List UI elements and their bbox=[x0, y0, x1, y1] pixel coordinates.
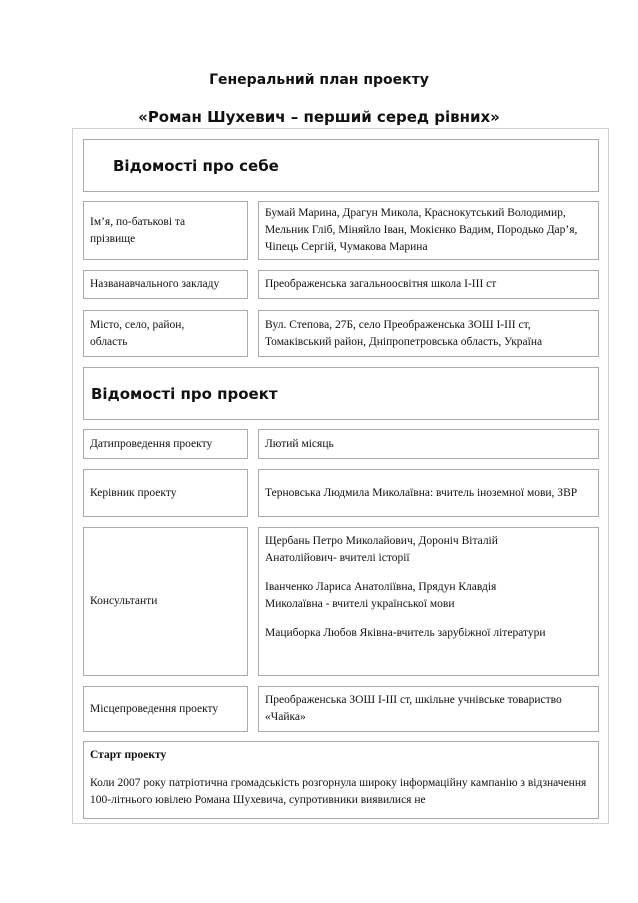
about-label-address: Місто, село, район, область bbox=[83, 310, 248, 357]
project-value-consultants bbox=[258, 527, 599, 676]
project-value-place: Преображенська ЗОШ І-ІІІ ст, шкільне учнівське товариство «Чайка» bbox=[258, 686, 599, 732]
about-value-name: Бумай Марина, Драгун Микола, Краснокутський Володимир, Мельник Гліб, Міняйло Іван, Мокієнко Вадим, Породько Дар’я, Чіпець Сергій, Чумакова Марина bbox=[258, 201, 599, 260]
about-label-name: Ім’я, по-батькові та прізвище bbox=[83, 201, 248, 260]
about-value-school: Преображенська загальноосвітня школа І-ІІІ ст bbox=[258, 270, 599, 299]
section-project-heading bbox=[83, 367, 599, 420]
section-about-heading bbox=[83, 139, 599, 192]
start-title: Старт проекту bbox=[90, 749, 167, 761]
start-text: Коли 2007 року патріотична громадськість розгорнула широку інформаційну кампанію з відзначення 100-літнього ювілею Романа Шухевича, супротивники виявилися не bbox=[90, 777, 587, 806]
section-project-title: Відомості про проект bbox=[91, 384, 278, 403]
project-label-dates: Датипроведення проекту bbox=[83, 429, 248, 459]
project-label-consultants: Консультанти bbox=[83, 527, 248, 676]
section-about-title: Відомості про себе bbox=[113, 156, 279, 175]
project-label-place: Місцепроведення проекту bbox=[83, 686, 248, 732]
project-name: «Роман Шухевич – перший серед рівних» bbox=[138, 108, 500, 126]
start-section bbox=[83, 741, 599, 819]
about-value-address: Вул. Степова, 27Б, село Преображенська ЗОШ І-ІІІ ст, Томаківський район, Дніпропетровська область, Україна bbox=[258, 310, 599, 357]
consultant-group-history: Щербань Петро Миколайович, Дороніч Віталій Анатолійович- вчителі історії bbox=[265, 535, 498, 564]
consultant-group-literature: Мациборка Любов Яківна-вчитель зарубіжної літератури bbox=[265, 627, 546, 639]
project-value-dates: Лютий місяць bbox=[258, 429, 599, 459]
project-label-lead: Керівник проекту bbox=[83, 469, 248, 517]
consultant-group-ukrainian: Іванченко Лариса Анатоліївна, Прядун Клавдія Миколаївна - вчителі української мови bbox=[265, 581, 497, 610]
about-label-school: Названавчального закладу bbox=[83, 270, 248, 299]
plan-title: Генеральний план проекту bbox=[209, 72, 429, 88]
project-value-lead: Терновська Людмила Миколаївна: вчитель іноземної мови, ЗВР bbox=[258, 469, 599, 517]
